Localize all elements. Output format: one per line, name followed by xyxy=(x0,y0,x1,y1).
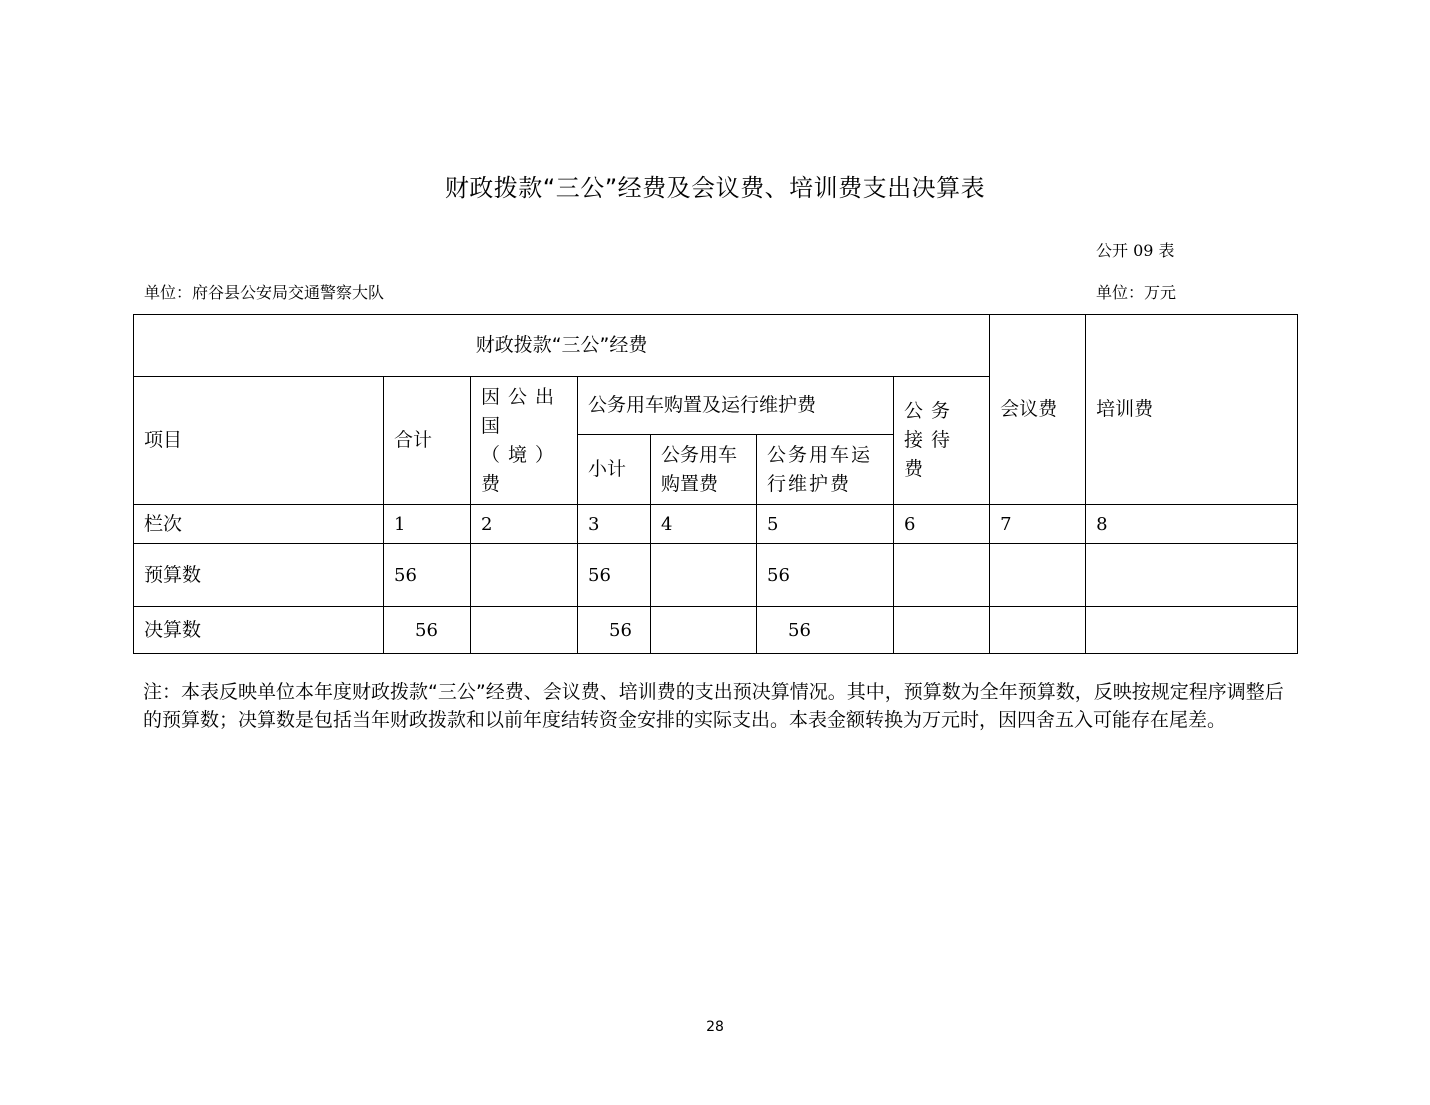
vehicle-operation-header: 公务用车运行维护费 xyxy=(757,435,894,505)
row-label: 决算数 xyxy=(134,607,384,654)
table-cell: 3 xyxy=(578,505,651,544)
table-cell: 56 xyxy=(757,544,894,607)
subtotal-header: 小计 xyxy=(578,435,651,505)
table-cell: 8 xyxy=(1086,505,1298,544)
table-cell: 5 xyxy=(757,505,894,544)
table-row xyxy=(134,505,1298,544)
table-cell: 56 xyxy=(384,607,471,654)
vehicle-purchase-header: 公务用车购置费 xyxy=(651,435,757,505)
total-header: 合计 xyxy=(384,377,471,505)
document-title: 财政拨款“三公”经费及会议费、培训费支出决算表 xyxy=(444,174,986,202)
table-cell: 7 xyxy=(990,505,1086,544)
table-cell xyxy=(1086,544,1298,607)
table-cell xyxy=(1086,607,1298,654)
sangong-header: 财政拨款“三公”经费 xyxy=(134,315,990,377)
table-cell: 2 xyxy=(471,505,578,544)
table-cell: 4 xyxy=(651,505,757,544)
table-cell xyxy=(894,607,990,654)
expenditure-table xyxy=(133,314,1298,654)
item-header: 项目 xyxy=(134,377,384,505)
table-cell xyxy=(651,544,757,607)
table-row xyxy=(134,544,1298,607)
table-code: 公开 09 表 xyxy=(1096,241,1175,260)
table-row xyxy=(134,607,1298,654)
table-cell: 1 xyxy=(384,505,471,544)
table-cell: 6 xyxy=(894,505,990,544)
table-cell: 56 xyxy=(578,607,651,654)
header-row-1 xyxy=(134,315,1298,377)
currency-unit: 单位：万元 xyxy=(1096,283,1177,302)
training-header: 培训费 xyxy=(1086,315,1298,505)
table-cell xyxy=(990,544,1086,607)
footnote: 注：本表反映单位本年度财政拨款“三公”经费、会议费、培训费的支出预决算情况。其中，预算数为全年预算数，反映按规定程序调整后的预算数；决算数是包括当年财政拨款和以前年度结转资金安排的实际支出。本表金额转换为万元时，因四舍五入可能存在尾差。 xyxy=(143,681,1284,731)
table-cell xyxy=(651,607,757,654)
table-cell: 56 xyxy=(578,544,651,607)
table-cell xyxy=(471,544,578,607)
page-number: 28 xyxy=(706,1019,724,1035)
table-cell: 56 xyxy=(384,544,471,607)
table-cell xyxy=(894,544,990,607)
table-cell xyxy=(471,607,578,654)
meeting-header: 会议费 xyxy=(990,315,1086,505)
table-cell: 56 xyxy=(757,607,894,654)
unit-name: 单位：府谷县公安局交通警察大队 xyxy=(144,283,385,302)
abroad-header: 因公出国（境）费 xyxy=(471,377,578,505)
row-label: 栏次 xyxy=(134,505,384,544)
vehicle-header: 公务用车购置及运行维护费 xyxy=(578,377,894,435)
table-cell xyxy=(990,607,1086,654)
row-label: 预算数 xyxy=(134,544,384,607)
reception-header: 公务接待费 xyxy=(894,377,990,505)
